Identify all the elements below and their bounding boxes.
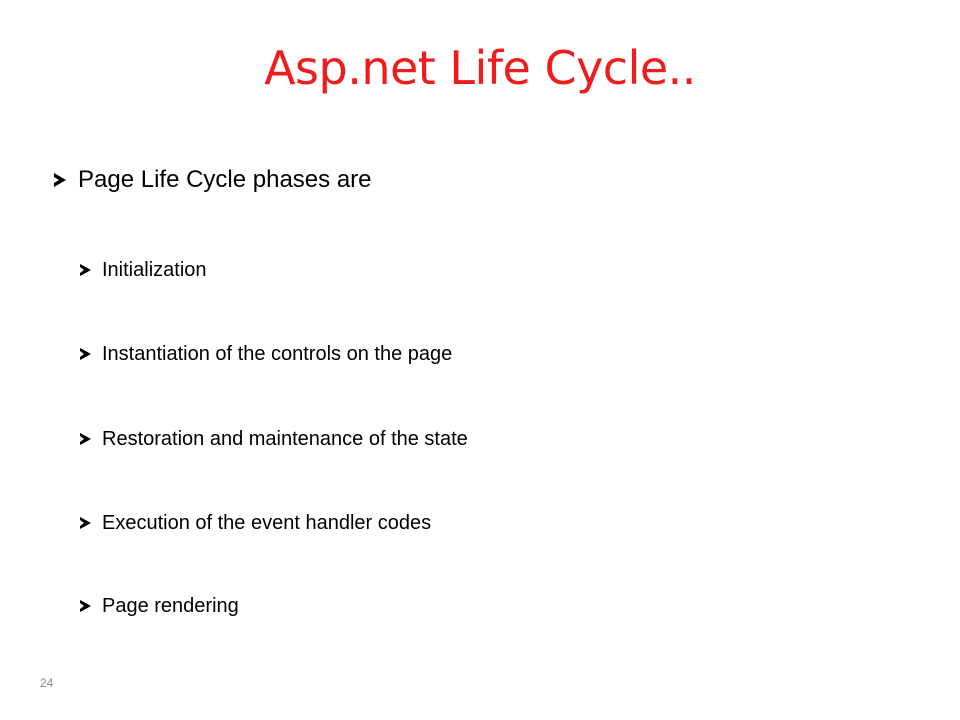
sub-bullet-restoration bbox=[80, 423, 468, 455]
main-bullet-text: Page Life Cycle phases are bbox=[78, 166, 372, 193]
sub-bullet-execution bbox=[80, 507, 431, 539]
arrowhead-bullet-icon bbox=[80, 517, 91, 529]
sub-bullet-text: Initialization bbox=[102, 258, 207, 281]
sub-bullet-rendering bbox=[80, 590, 239, 622]
main-bullet bbox=[54, 160, 372, 200]
arrowhead-bullet-icon bbox=[80, 348, 91, 360]
arrowhead-bullet-icon bbox=[80, 433, 91, 445]
sub-bullet-text: Restoration and maintenance of the state bbox=[102, 427, 468, 450]
arrowhead-bullet-icon bbox=[80, 600, 91, 612]
page-number: 24 bbox=[40, 676, 54, 690]
sub-bullet-initialization bbox=[80, 254, 207, 286]
sub-bullet-instantiation bbox=[80, 338, 452, 370]
arrowhead-bullet-icon bbox=[80, 264, 91, 276]
sub-bullet-text: Execution of the event handler codes bbox=[102, 511, 432, 534]
arrowhead-bullet-icon bbox=[54, 173, 66, 187]
slide-title: Asp.net Life Cycle.. bbox=[264, 41, 696, 95]
sub-bullet-text: Page rendering bbox=[102, 594, 239, 617]
sub-bullet-text: Instantiation of the controls on the page bbox=[102, 342, 453, 365]
